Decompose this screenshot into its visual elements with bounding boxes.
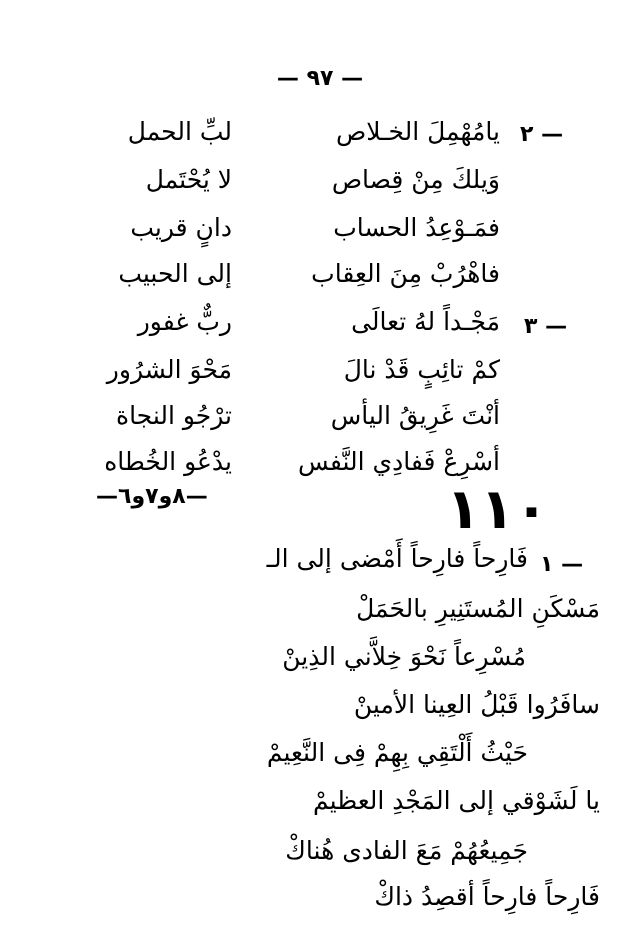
verse-right: أسْرِعْ فَفادِي النَّفس xyxy=(297,447,500,476)
page-number: — ٩٧ — xyxy=(276,66,364,91)
verse-line: سافَرُوا قَبْلُ العِينا الأمينْ xyxy=(353,690,600,719)
verse-left: لا يُحْتَمل xyxy=(145,165,232,194)
verse-line: مَسْكَنِ المُستَنِيرِ بالحَمَلْ xyxy=(356,594,600,623)
verse-left: ترْجُو النجاة xyxy=(115,401,232,430)
verse-line: حَيْثُ أَلْتَقِي بِهِمْ فِى النَّعِيمْ xyxy=(266,738,528,767)
verse-right: وَيلكَ مِنْ قِصاص xyxy=(331,165,500,194)
verse-right: كمْ تائِبٍ قَدْ نالَ xyxy=(343,355,500,384)
verse-left: يدْعُو الخُطاه xyxy=(104,447,232,476)
verse-number: ١ — xyxy=(540,552,584,577)
verse-left: إلى الحبيب xyxy=(118,259,232,288)
hymn-number: ١١٠ xyxy=(446,477,549,542)
verse-line: فَارِحاً فارِحاً أقصِدُ ذاكْ xyxy=(374,882,600,911)
verse-left: ربٌّ غفور xyxy=(137,307,232,336)
verse-line: جَمِيعُهُمْ مَعَ الفادى هُناكْ xyxy=(285,836,528,865)
verse-line: فَارِحاً فارِحاً أَمْضى إلى الـ xyxy=(266,544,528,573)
verse-right: يامُهْمِلَ الخـلاص xyxy=(336,117,500,146)
verse-right: مَجْـداً لهُ تعالَى xyxy=(351,307,500,336)
verse-line: يا لَشَوْقي إلى المَجْدِ العظيمْ xyxy=(313,786,600,815)
verse-line: مُسْرِعاً نَحْوَ خِلاَّني الذِينْ xyxy=(282,642,526,671)
verse-left: مَحْوَ الشرُور xyxy=(106,355,232,384)
verse-right: فاهْرُبْ مِنَ العِقاب xyxy=(311,259,500,288)
verse-right: فمَـوْعِدُ الحساب xyxy=(333,213,500,242)
stanza-number: ٣ — xyxy=(524,314,568,339)
verse-right: أنْتَ غَرِيقُ اليأس xyxy=(330,401,500,430)
tune-meter: —٨و٧و٦— xyxy=(96,484,208,509)
stanza-number: ٢ — xyxy=(520,122,564,147)
verse-left: لبِّ الحمل xyxy=(127,117,232,146)
verse-left: دانٍ قريب xyxy=(130,213,232,242)
